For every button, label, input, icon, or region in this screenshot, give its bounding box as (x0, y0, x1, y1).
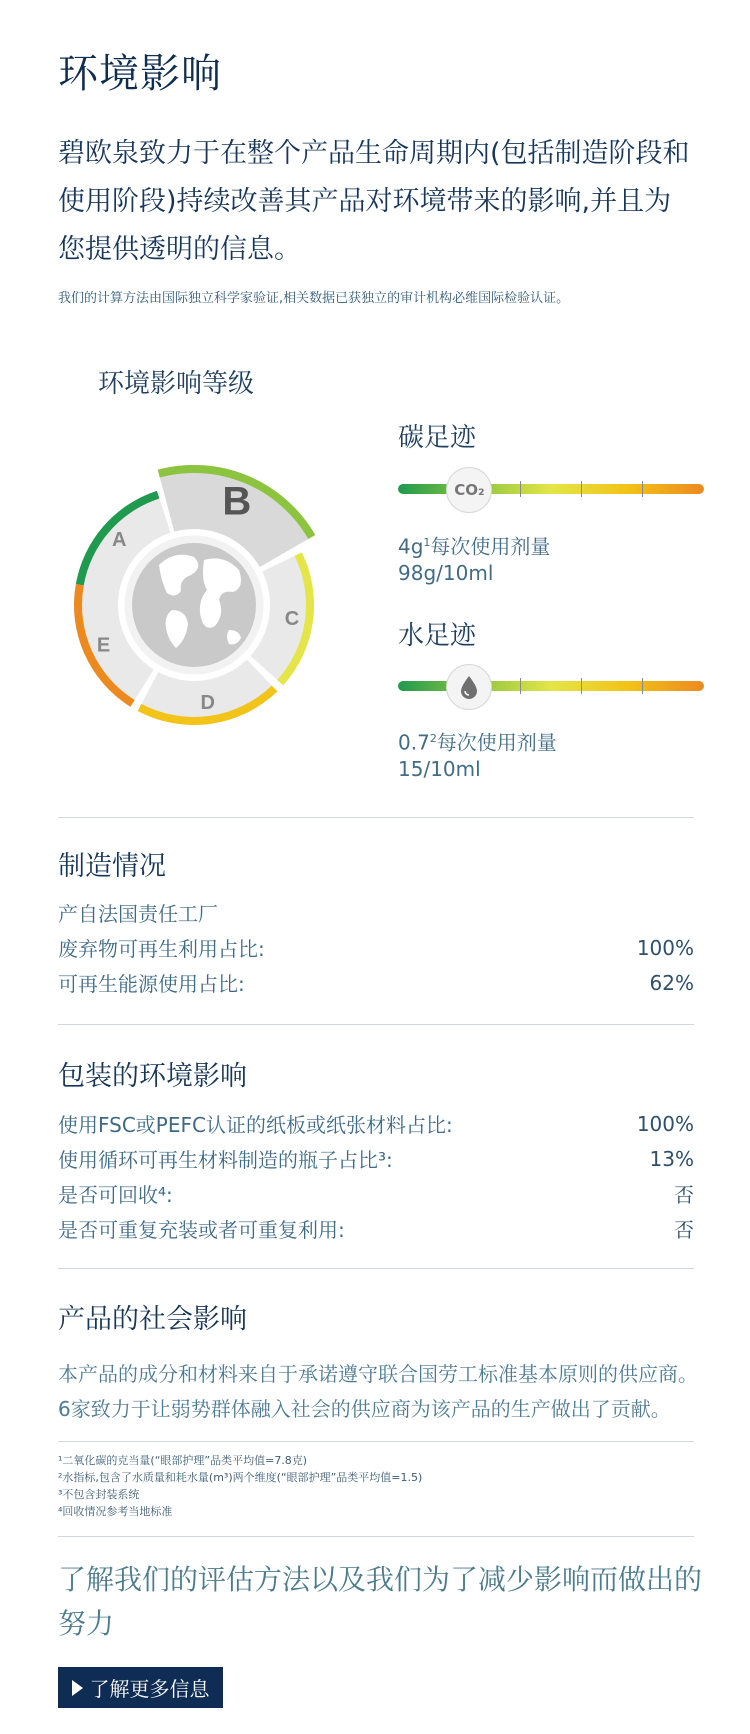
carbon-per-volume: 98g/10ml (398, 561, 494, 585)
water-title: 水足迹 (398, 621, 477, 651)
packaging-title: 包装的环境影响 (58, 1061, 247, 1092)
divider (58, 1441, 694, 1442)
row-label: 可再生能源使用占比: (58, 972, 245, 996)
row-label: 产自法国责任工厂 (58, 902, 218, 926)
packaging-row (58, 1106, 694, 1141)
co2-icon: CO₂ (446, 467, 492, 513)
water-per-volume: 15/10ml (398, 757, 481, 781)
row-value: 100% (636, 935, 694, 960)
water-drop-icon (446, 664, 492, 710)
row-label: 使用FSC或PEFC认证的纸板或纸张材料占比: (58, 1113, 453, 1137)
row-label: 废弃物可再生利用占比: (58, 937, 265, 961)
row-value: 100% (636, 1111, 694, 1136)
footnote: ⁴回收情况参考当地标准 (58, 1505, 173, 1518)
row-value: 否 (674, 1183, 694, 1207)
page-title: 环境影响 (58, 51, 222, 97)
divider (58, 1268, 694, 1269)
carbon-value: $4g^1$每次使用剂量 (398, 534, 551, 559)
footnote: ³不包含封装系统 (58, 1488, 140, 1501)
row-label: 是否可重复充装或者可重复利用: (58, 1218, 345, 1242)
social-text: 本产品的成分和材料来自于承诺遵守联合国劳工标准基本原则的供应商。6家致力于让弱势群体融入社会的供应商为该产品的生产做出了贡献。 (58, 1362, 698, 1421)
water-scale-bar (398, 681, 704, 691)
water-scale (398, 664, 704, 708)
water-value: $0.7^2$每次使用剂量 (398, 730, 557, 755)
divider (58, 1536, 694, 1537)
footnote: ²水指标,包含了水质量和耗水量(m³)两个维度(“眼部护理”品类平均值=1.5) (58, 1471, 423, 1484)
rating-wheel (54, 455, 354, 755)
rating-letter-d: D (200, 692, 216, 715)
play-arrow-icon (72, 1680, 83, 1696)
divider (58, 1024, 694, 1025)
cta-text: 了解我们的评估方法以及我们为了减少影响而做出的努力 (58, 1563, 703, 1640)
rating-letter-b: B (222, 479, 252, 524)
carbon-scale (398, 467, 704, 511)
footnotes (58, 1452, 708, 1520)
packaging-row (58, 1211, 694, 1246)
row-label: 使用循环可再生材料制造的瓶子占比³: (58, 1148, 393, 1172)
packaging-row (58, 1141, 694, 1176)
packaging-row (58, 1176, 694, 1211)
rating-heading: 环境影响等级 (98, 369, 255, 399)
manufacturing-title: 制造情况 (58, 851, 166, 882)
manufacturing-row (58, 965, 694, 1000)
carbon-title: 碳足迹 (398, 423, 477, 453)
rating-letter-c: C (284, 607, 300, 630)
learn-more-button[interactable] (58, 1667, 223, 1708)
row-value: 否 (674, 1218, 694, 1242)
footnote: ¹二氧化碳的克当量(“眼部护理”品类平均值=7.8克) (58, 1454, 308, 1467)
learn-more-label: 了解更多信息 (89, 1677, 210, 1701)
intro-text: 碧欧泉致力于在整个产品生命周期内(包括制造阶段和使用阶段)持续改善其产品对环境带来的影响,并且为您提供透明的信息。 (58, 138, 690, 265)
social-title: 产品的社会影响 (58, 1304, 247, 1335)
carbon-scale-bar (398, 484, 704, 494)
rating-letter-e: E (96, 634, 111, 657)
row-label: 是否可回收⁴: (58, 1183, 173, 1207)
row-value: 62% (649, 970, 694, 995)
manufacturing-row (58, 930, 694, 965)
rating-letter-a: A (112, 529, 127, 552)
divider (58, 817, 694, 818)
row-value: 13% (649, 1146, 694, 1171)
manufacturing-row (58, 895, 694, 930)
method-note: 我们的计算方法由国际独立科学家验证,相关数据已获独立的审计机构必维国际检验认证。 (58, 291, 570, 306)
